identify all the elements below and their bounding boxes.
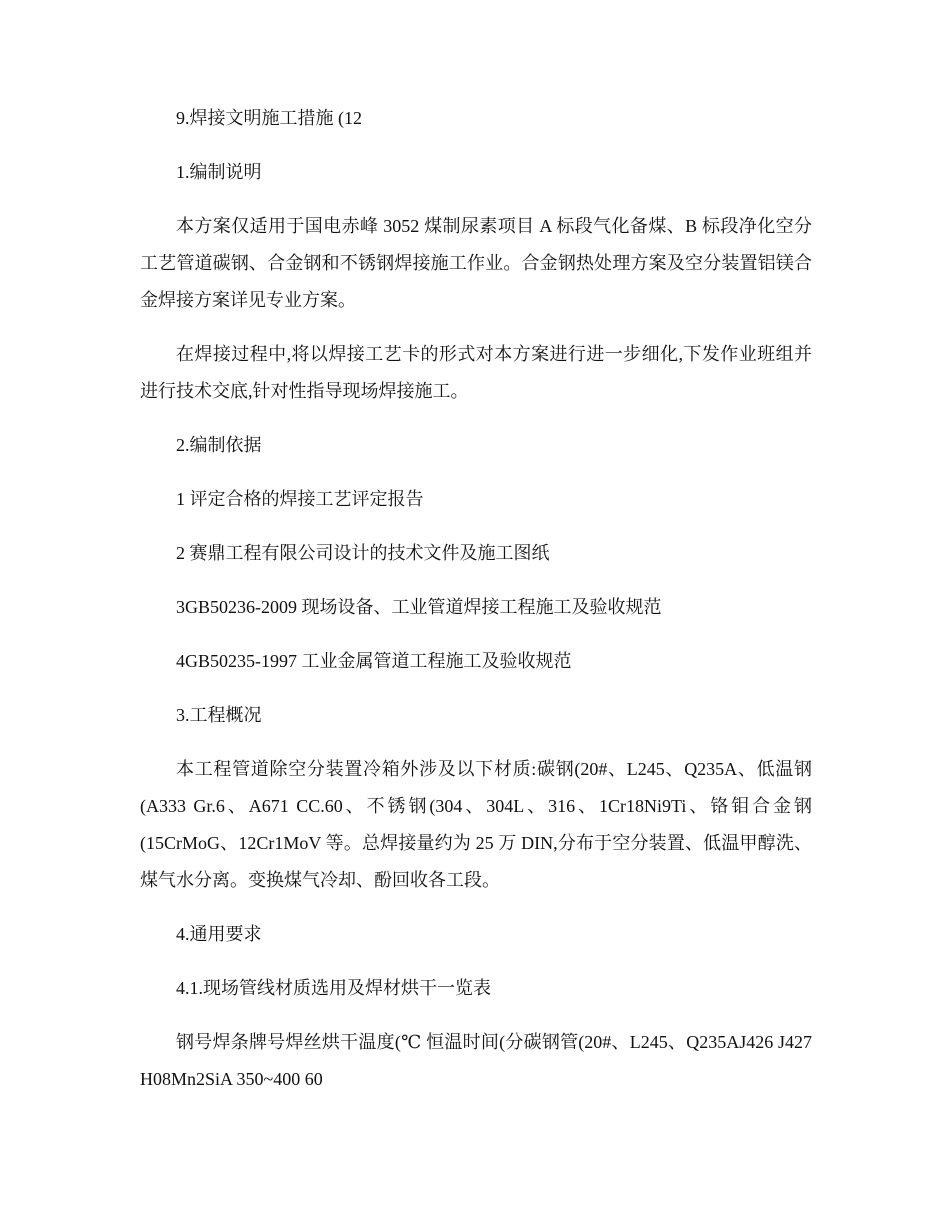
basis-item-4: 4GB50235-1997 工业金属管道工程施工及验收规范 [176, 651, 572, 671]
paragraph-table-row: 钢号焊条牌号焊丝烘干温度(℃ 恒温时间(分碳钢管(20#、L245、Q235AJ426 J427 H08Mn2SiA 350~400 60 [140, 1032, 812, 1089]
heading-material-table: 4.1.现场管线材质选用及焊材烘干一览表 [176, 978, 491, 998]
heading-compilation-notes: 1.编制说明 [176, 162, 262, 182]
basis-item-3: 3GB50236-2009 现场设备、工业管道焊接工程施工及验收规范 [176, 597, 662, 617]
basis-item-1: 1 评定合格的焊接工艺评定报告 [176, 489, 424, 509]
heading-toc-welding-civilized: 9.焊接文明施工措施 (12 [176, 108, 362, 128]
paragraph-welding-process: 在焊接过程中,将以焊接工艺卡的形式对本方案进行进一步细化,下发作业班组并进行技术交底,针对性指导现场焊接施工。 [140, 344, 812, 401]
document-page [140, 100, 812, 1098]
heading-project-overview: 3.工程概况 [176, 705, 262, 725]
heading-compilation-basis: 2.编制依据 [176, 435, 262, 455]
paragraph-materials: 本工程管道除空分装置冷箱外涉及以下材质:碳钢(20#、L245、Q235A、低温钢(A333 Gr.6、A671 CC.60、不锈钢(304、304L、316、1Cr18Ni9Ti、铬钼合金钢(15CrMoG、12Cr1MoV 等。总焊接量约为 25 万 DIN,分布于空分装置、低温甲醇洗、煤气水分离。变换煤气冷却、酚回收各工段。 [140, 759, 812, 890]
paragraph-scope: 本方案仅适用于国电赤峰 3052 煤制尿素项目 A 标段气化备煤、B 标段净化空分工艺管道碳钢、合金钢和不锈钢焊接施工作业。合金钢热处理方案及空分装置铝镁合金焊接方案详见专业方案。 [140, 216, 812, 310]
heading-general-requirements: 4.通用要求 [176, 924, 262, 944]
basis-item-2: 2 赛鼎工程有限公司设计的技术文件及施工图纸 [176, 543, 550, 563]
